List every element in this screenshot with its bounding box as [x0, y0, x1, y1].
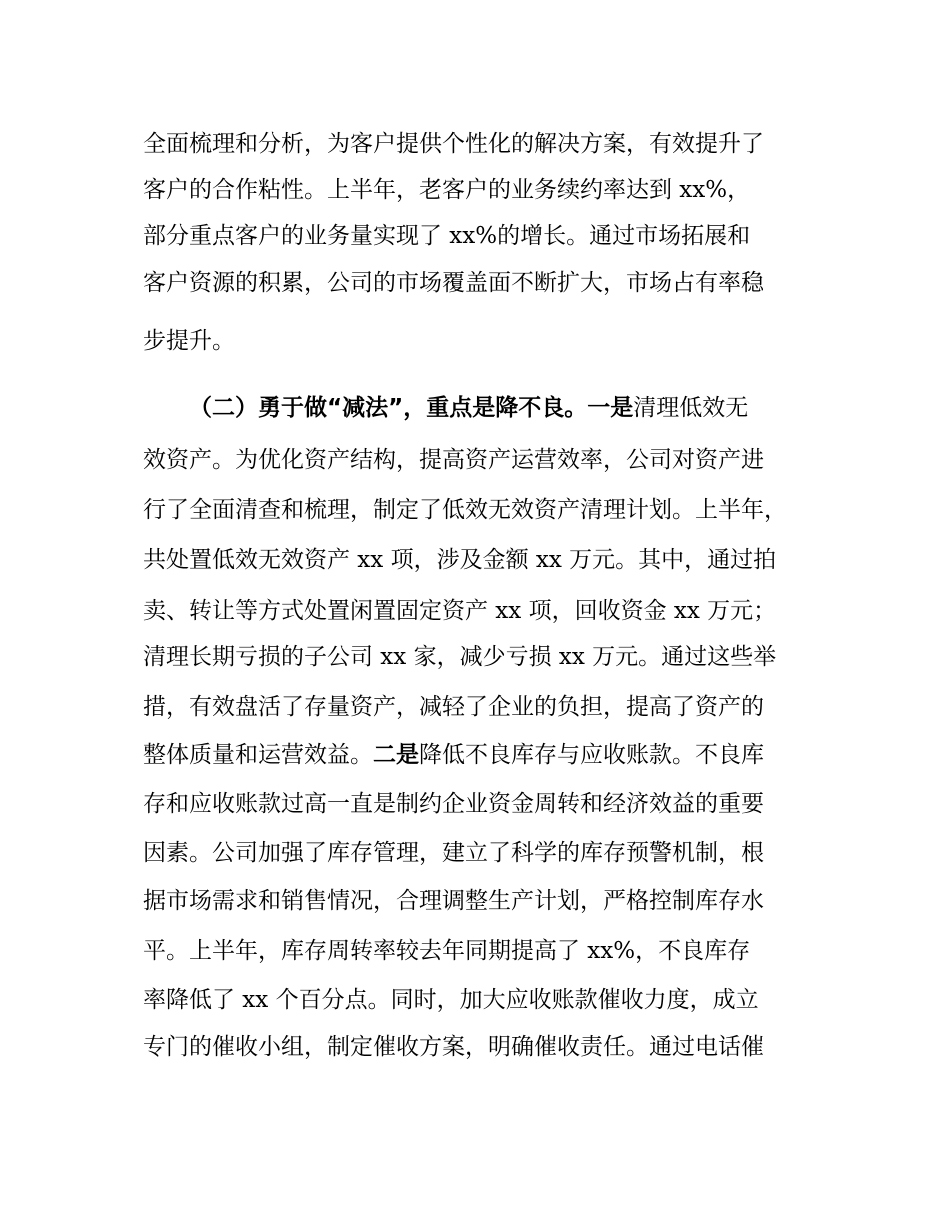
text-line: 专门的催收小组，制定催收方案，明确催收责任。通过电话催: [143, 1034, 764, 1060]
text-run: 清理低效无: [633, 395, 749, 421]
text-line: 客户的合作粘性。上半年，老客户的业务续约率达到 xx%，: [143, 177, 751, 203]
text-line: 效资产。为优化资产结构，提高资产运营效率，公司对资产进: [143, 447, 764, 473]
text-line: 因素。公司加强了库存管理，建立了科学的库存预警机制，根: [143, 840, 764, 866]
text-line: 据市场需求和销售情况，合理调整生产计划，严格控制库存水: [143, 888, 764, 914]
text-line: 行了全面清查和梳理，制定了低效无效资产清理计划。上半年，: [143, 497, 787, 523]
text-line: 共处置低效无效资产 xx 项，涉及金额 xx 万元。其中，通过拍: [143, 547, 777, 573]
text-run: 整体质量和运营效益。: [143, 742, 373, 768]
text-line: 率降低了 xx 个百分点。同时，加大应收账款催收力度，成立: [143, 987, 759, 1013]
point-marker: 一是: [587, 395, 634, 421]
text-line: 部分重点客户的业务量实现了 xx%的增长。通过市场拓展和: [143, 223, 751, 249]
point-marker: 二是: [373, 742, 419, 768]
text-line: 步提升。: [143, 328, 235, 354]
text-line: 客户资源的积累，公司的市场覆盖面不断扩大，市场占有率稳: [143, 270, 764, 296]
text-line: 存和应收账款过高一直是制约企业资金周转和经济效益的重要: [143, 791, 764, 817]
text-run: 降低不良库存与应收账款。不良库: [419, 742, 764, 768]
text-line: 清理长期亏损的子公司 xx 家，减少亏损 xx 万元。通过这些举: [143, 644, 777, 670]
text-line: 平。上半年，库存周转率较去年同期提高了 xx%，不良库存: [143, 938, 751, 964]
section-heading-line: [189, 388, 748, 428]
text-line: [143, 735, 764, 775]
section-heading: （二）勇于做“减法”，重点是降不良。: [189, 395, 588, 421]
text-line: 全面梳理和分析，为客户提供个性化的解决方案，有效提升了: [143, 131, 764, 157]
text-line: 卖、转让等方式处置闲置固定资产 xx 项，回收资金 xx 万元；: [143, 598, 777, 624]
text-line: 措，有效盘活了存量资产，减轻了企业的负担，提高了资产的: [143, 694, 764, 720]
